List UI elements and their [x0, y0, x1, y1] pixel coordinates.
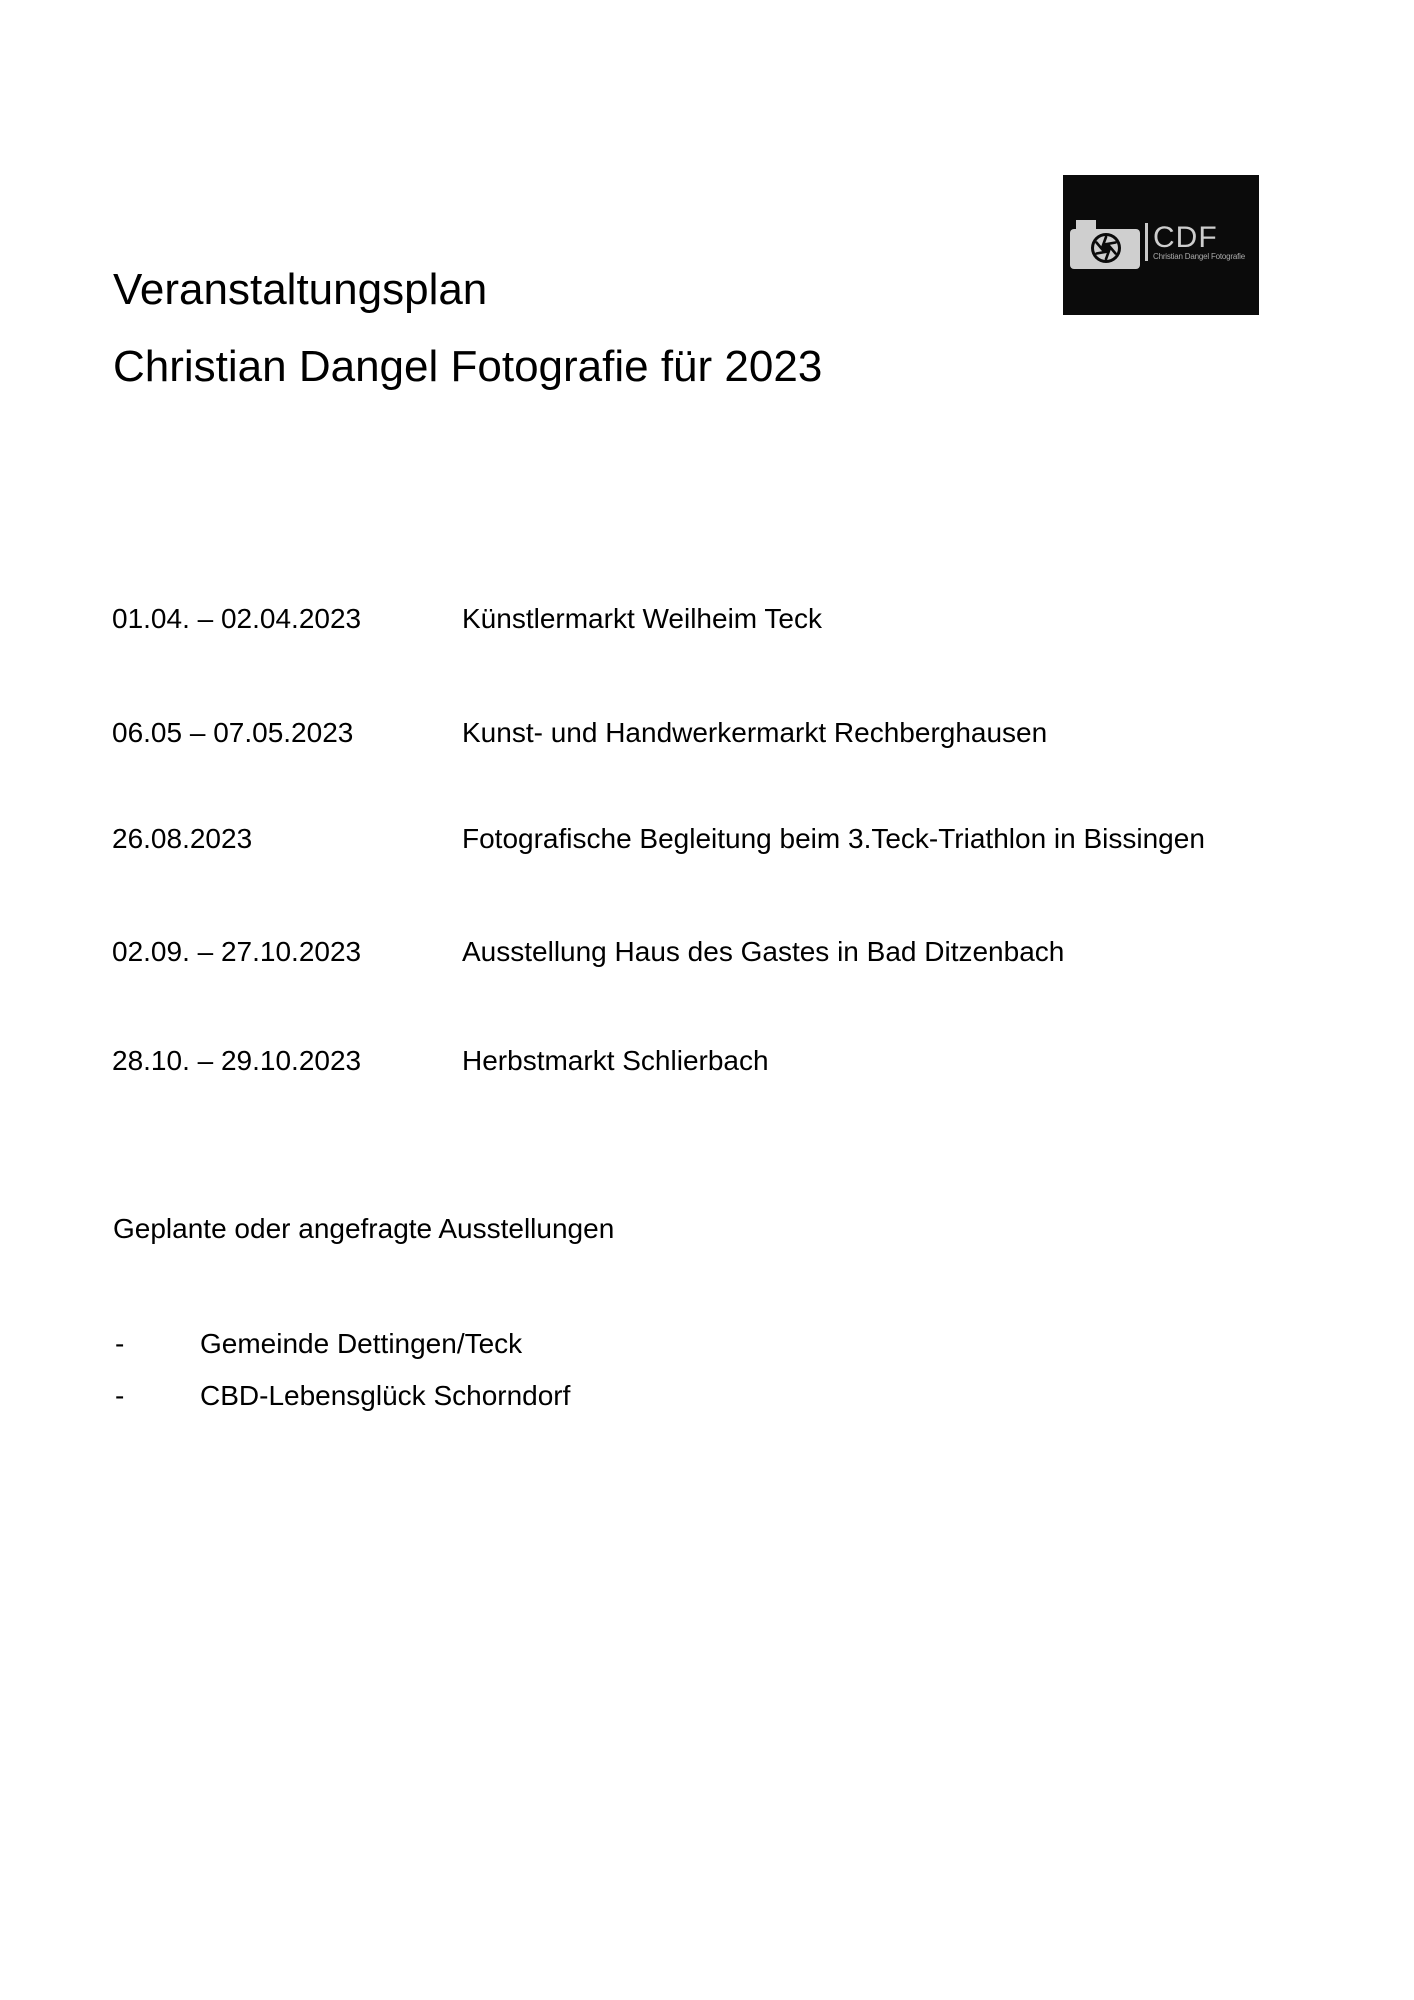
list-bullet: - — [115, 1328, 125, 1359]
planned-section-heading: Geplante oder angefragte Ausstellungen — [113, 1213, 615, 1244]
event-description: Fotografische Begleitung beim 3.Teck-Triathlon in Bissingen — [462, 823, 1205, 854]
document-title-line-2: Christian Dangel Fotografie für 2023 — [113, 342, 823, 391]
event-date: 28.10. – 29.10.2023 — [112, 1045, 362, 1076]
document-title-line-1: Veranstaltungsplan — [113, 265, 488, 314]
list-item — [115, 1330, 522, 1358]
event-row — [112, 1047, 769, 1075]
event-row — [112, 825, 1205, 853]
event-date: 06.05 – 07.05.2023 — [112, 717, 354, 748]
company-logo — [1063, 175, 1259, 315]
logo-subtitle: Christian Dangel Fotografie — [1153, 251, 1245, 261]
logo-acronym: CDF — [1153, 220, 1218, 254]
list-bullet: - — [115, 1380, 125, 1411]
list-item-label: Gemeinde Dettingen/Teck — [200, 1328, 523, 1359]
event-row — [112, 605, 822, 633]
event-description: Künstlermarkt Weilheim Teck — [462, 603, 822, 634]
event-description: Herbstmarkt Schlierbach — [462, 1045, 769, 1076]
event-description: Ausstellung Haus des Gastes in Bad Ditzenbach — [462, 936, 1065, 967]
list-item-label: CBD-Lebensglück Schorndorf — [200, 1380, 571, 1411]
event-description: Kunst- und Handwerkermarkt Rechberghausen — [462, 717, 1048, 748]
camera-icon — [1070, 220, 1140, 270]
logo-text-block — [1153, 220, 1245, 261]
list-item — [115, 1382, 570, 1410]
event-date: 02.09. – 27.10.2023 — [112, 936, 362, 967]
event-date: 01.04. – 02.04.2023 — [112, 603, 362, 634]
event-row — [112, 938, 1064, 966]
logo-divider — [1145, 223, 1148, 261]
event-row — [112, 719, 1047, 747]
event-date: 26.08.2023 — [112, 823, 253, 854]
